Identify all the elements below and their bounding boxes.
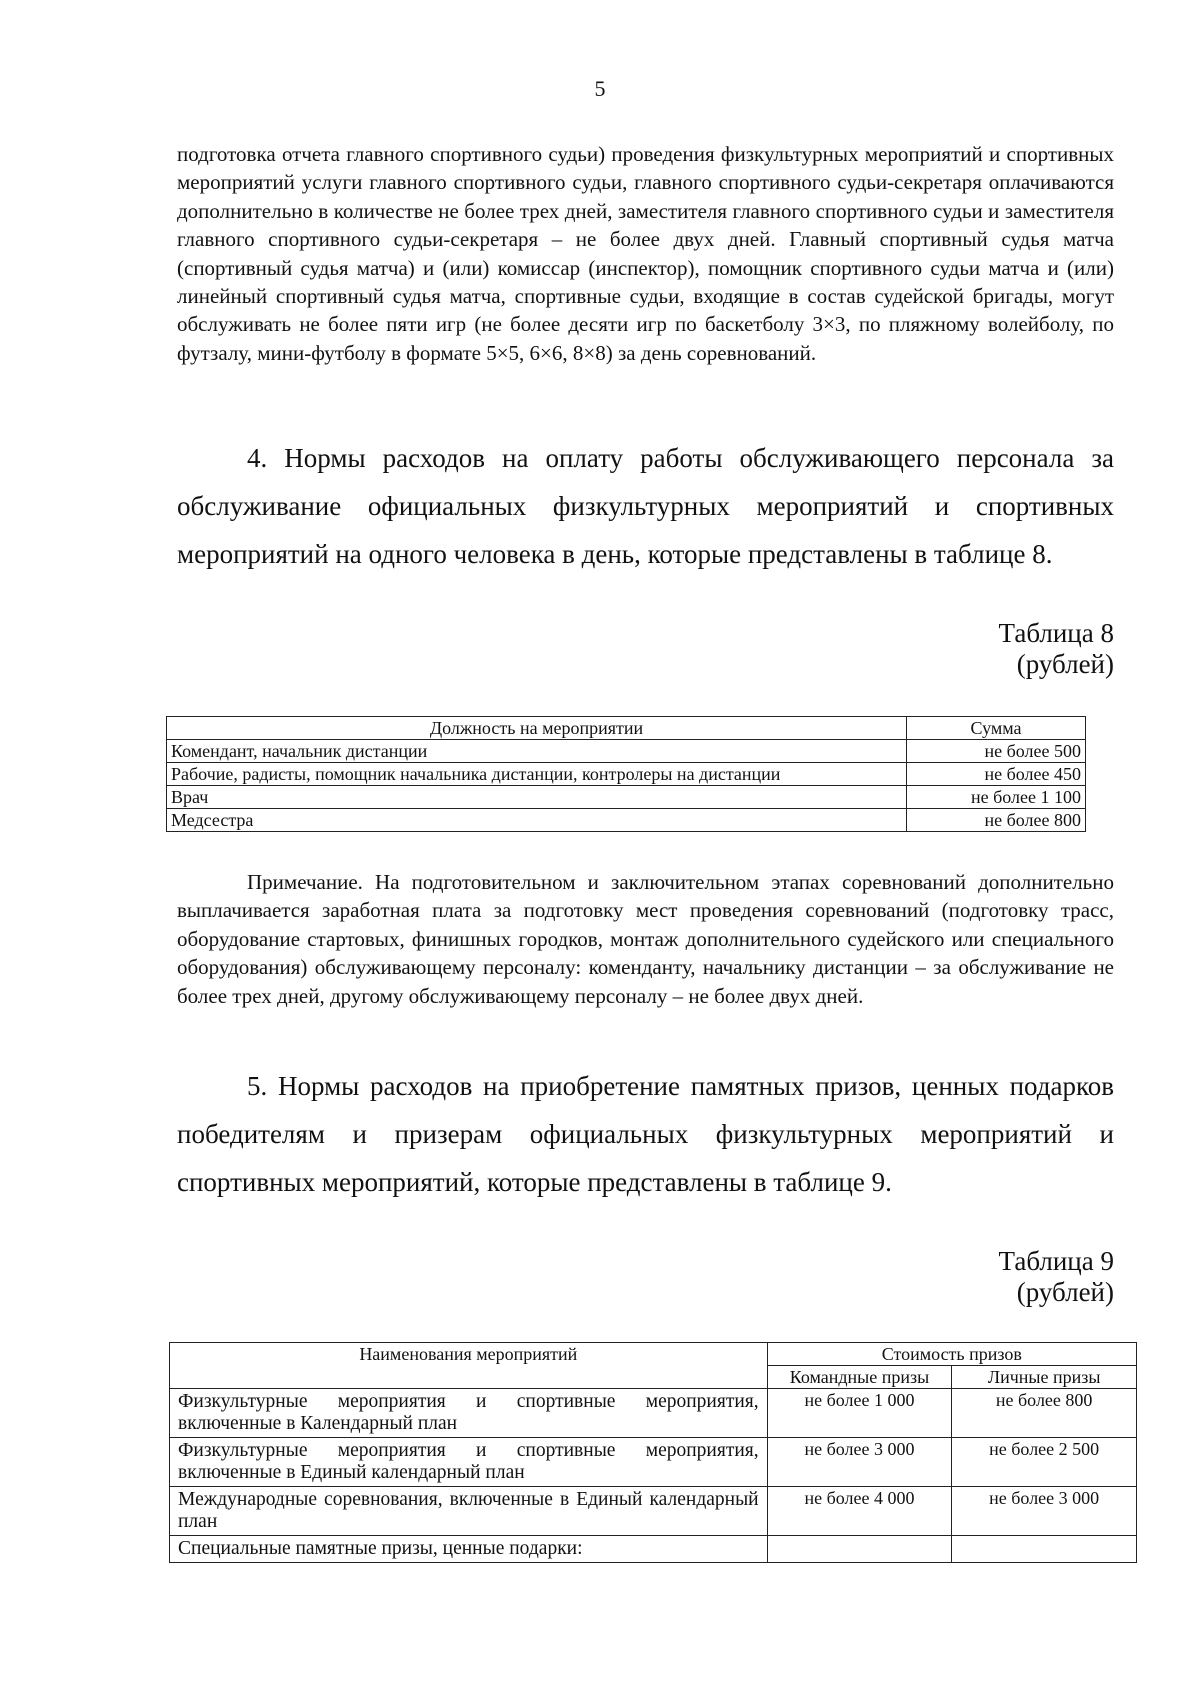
table-9-cell-team: не более 4 000 [767, 1487, 952, 1536]
intro-paragraph: подготовка отчета главного спортивного судьи) проведения физкультурных мероприятий и спортивных мероприятий услуги главного спортивного судьи, главного спортивного судьи-секретаря оплачиваются дополнительно в количестве не более трех дней, заместителя главного спортивного судьи и заместителя главного спортивного судьи-секретаря – не более двух дней. Главный спортивный судья матча (спортивный судья матча) и (или) комиссар (инспектор), помощник спортивного судьи матча и (или) линейный спортивный судья матча, спортивные судьи, входящие в состав судейской бригады, могут обслуживать не более пяти игр (не более десяти игр по баскетболу 3×3, по пляжному волейболу, по футзалу, мини-футболу в формате 5×5, 6×6, 8×8) за день соревнований. [177, 142, 1114, 365]
table-header-row [167, 717, 1086, 740]
table-9-cell-team: не более 1 000 [767, 1389, 952, 1438]
table-9-caption: Таблица 9 [998, 1246, 1114, 1276]
table-8-unit: (рублей) [1016, 649, 1114, 679]
table-row [167, 809, 1086, 832]
table-row [170, 1438, 1137, 1487]
table-8-cell-amount: не более 500 [907, 740, 1086, 763]
table-9-cell-name: Международные соревнования, включенные в Единый календарный план [170, 1487, 768, 1536]
table-8-cell-position: Рабочие, радисты, помощник начальника дистанции, контролеры на дистанции [167, 763, 907, 786]
table-9-cell-personal [952, 1536, 1137, 1563]
table-9-header-personal: Личные призы [952, 1366, 1137, 1389]
section-4-text: 4. Нормы расходов на оплату работы обслуживающего персонала за обслуживание официальных физкультурных мероприятий и спортивных мероприятий на одного человека в день, которые представлены в таблице 8. [177, 443, 1114, 569]
table-9-cell-personal: не более 2 500 [952, 1438, 1137, 1487]
table-8-caption: Таблица 8 [998, 618, 1114, 648]
table-8-cell-amount: не более 800 [907, 809, 1086, 832]
note-text: Примечание. На подготовительном и заключительном этапах соревнований дополнительно выплачивается заработная плата за подготовку мест проведения соревнований (подготовку трасс, оборудование стартовых, финишных городков, монтаж дополнительного судейского или специального оборудования) обслуживающему персоналу: коменданту, начальнику дистанции – за обслуживание не более трех дней, другому обслуживающему персоналу – не более двух дней. [177, 870, 1114, 1008]
table-8-header-position: Должность на мероприятии [167, 717, 907, 740]
table-9-header-cost: Стоимость призов [767, 1343, 1136, 1366]
table-9-cell-team: не более 3 000 [767, 1438, 952, 1487]
table-9-cell-personal: не более 3 000 [952, 1487, 1137, 1536]
table-row [170, 1536, 1137, 1563]
table-header-row [170, 1343, 1137, 1366]
section-5-text: 5. Нормы расходов на приобретение памятных призов, ценных подарков победителям и призерам официальных физкультурных мероприятий и спортивных мероприятий, которые представлены в таблице 9. [177, 1071, 1114, 1197]
table-row [167, 740, 1086, 763]
table-8-cell-amount: не более 450 [907, 763, 1086, 786]
table-row [167, 763, 1086, 786]
section-5-paragraph [177, 1062, 1114, 1206]
table-8-cell-amount: не более 1 100 [907, 786, 1086, 809]
table-8-header-amount: Сумма [907, 717, 1086, 740]
table-row [170, 1389, 1137, 1438]
table-9-header-name: Наименования мероприятий [170, 1343, 768, 1389]
table-9-cell-name: Физкультурные мероприятия и спортивные мероприятия, включенные в Календарный план [170, 1389, 768, 1438]
table-9-cell-team [767, 1536, 952, 1563]
table-8-cell-position: Комендант, начальник дистанции [167, 740, 907, 763]
table-8-cell-position: Медсестра [167, 809, 907, 832]
table-9-cell-name: Физкультурные мероприятия и спортивные мероприятия, включенные в Единый календарный план [170, 1438, 768, 1487]
table-9-unit: (рублей) [1016, 1277, 1114, 1307]
table-9-cell-name: Специальные памятные призы, ценные подарки: [170, 1536, 768, 1563]
table-8-caption-block [999, 618, 1114, 680]
table-9-caption-block [999, 1246, 1114, 1308]
table-row [167, 786, 1086, 809]
table-8-cell-position: Врач [167, 786, 907, 809]
page-number: 5 [594, 76, 606, 101]
note-paragraph [177, 868, 1114, 1010]
table-9 [169, 1342, 1137, 1563]
table-9-cell-personal: не более 800 [952, 1389, 1137, 1438]
table-row [170, 1487, 1137, 1536]
section-4-paragraph [177, 434, 1114, 578]
table-9-header-team: Командные призы [767, 1366, 952, 1389]
table-8 [166, 716, 1086, 832]
